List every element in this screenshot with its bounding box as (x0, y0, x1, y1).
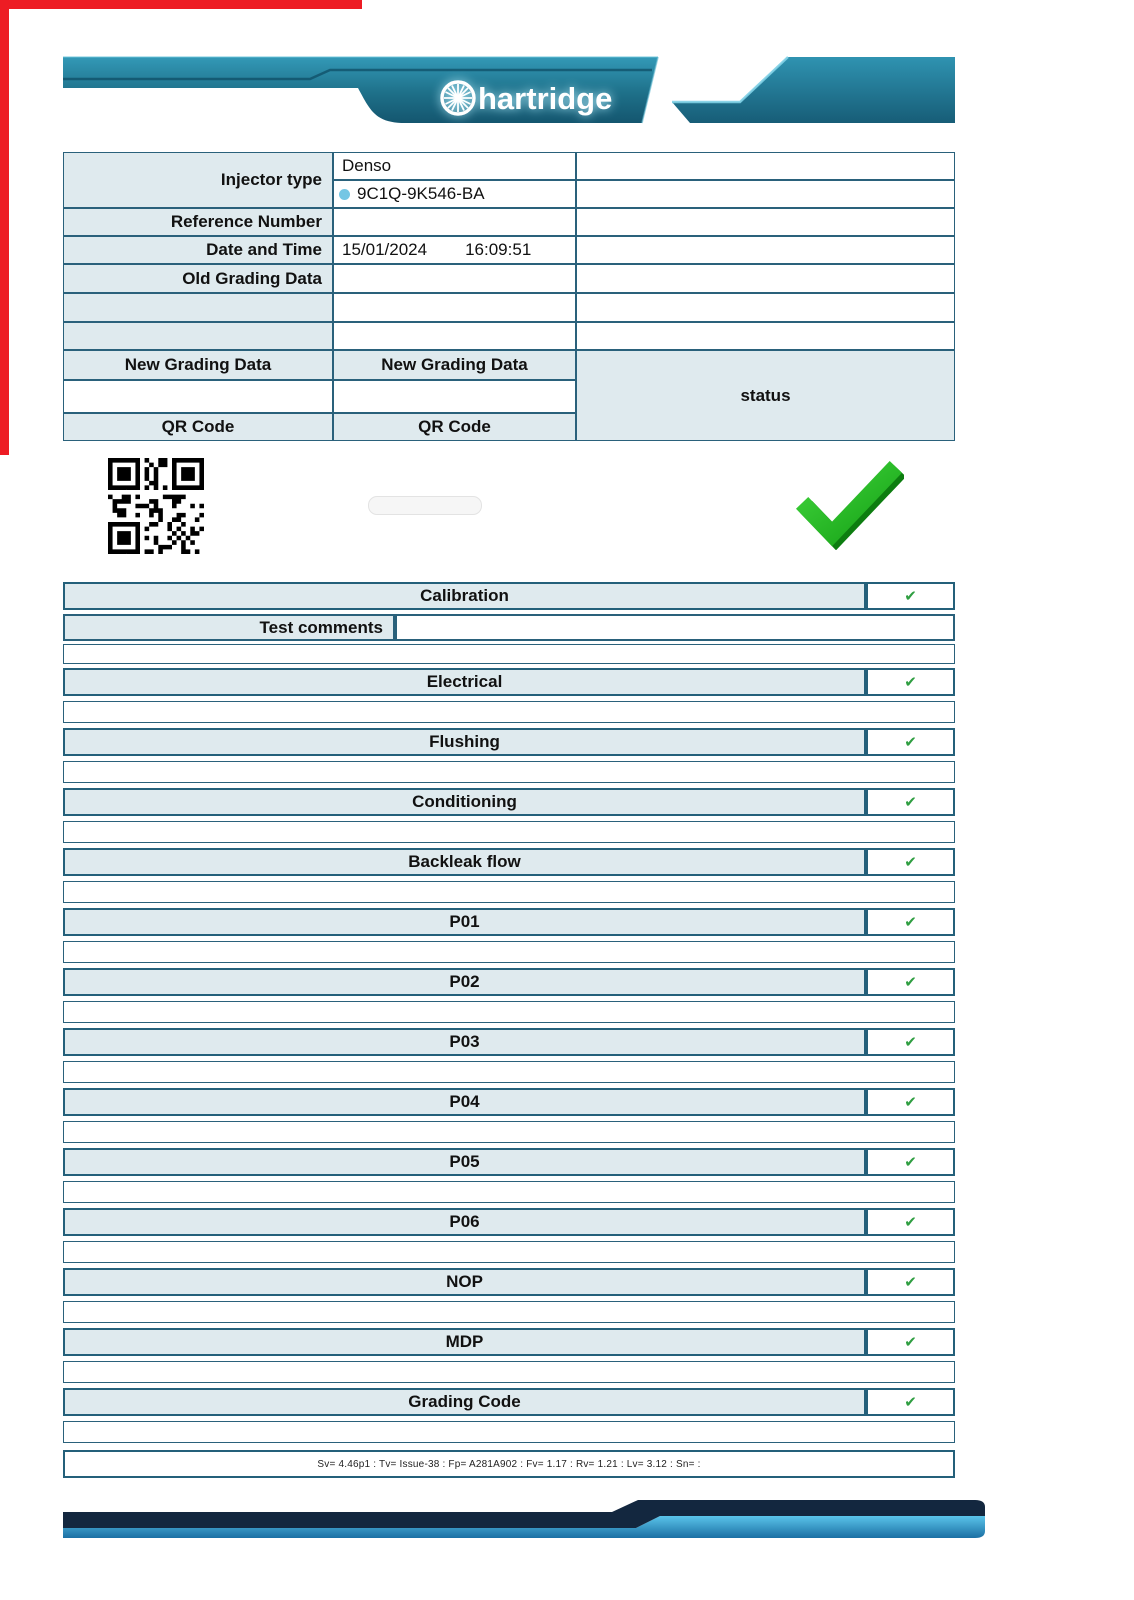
empty-cell (576, 180, 955, 208)
qr-code-label-2: QR Code (333, 413, 576, 441)
empty-result-row (63, 1421, 955, 1443)
system-info-row (63, 1450, 955, 1478)
check-icon: ✔ (866, 1328, 955, 1356)
date-time-label: Date and Time (63, 236, 333, 264)
empty-result-row (63, 644, 955, 664)
bullet-icon (339, 189, 350, 200)
empty-cell (63, 380, 333, 413)
empty-result-row (63, 821, 955, 843)
result-row-p02: P02 (63, 968, 866, 996)
result-row-calibration: Calibration (63, 582, 866, 610)
empty-field-pill (368, 496, 482, 515)
empty-result-row (63, 1301, 955, 1323)
check-icon: ✔ (866, 848, 955, 876)
empty-cell (63, 322, 333, 350)
wheel-icon (442, 82, 474, 114)
reference-number-value (333, 208, 576, 236)
check-icon: ✔ (866, 728, 955, 756)
empty-result-row (63, 881, 955, 903)
empty-cell (576, 208, 955, 236)
check-icon: ✔ (866, 1148, 955, 1176)
empty-cell (333, 293, 576, 322)
test-comments-label: Test comments (63, 614, 395, 641)
empty-cell (576, 322, 955, 350)
new-grading-label-1: New Grading Data (63, 350, 333, 380)
check-icon: ✔ (866, 968, 955, 996)
check-icon: ✔ (866, 1388, 955, 1416)
result-row-grading-code: Grading Code (63, 1388, 866, 1416)
header-banner (60, 50, 958, 132)
result-row-p01: P01 (63, 908, 866, 936)
status-header-cell: status (576, 350, 955, 441)
empty-cell (333, 380, 576, 413)
status-pass-check-icon (792, 460, 904, 550)
result-row-p06: P06 (63, 1208, 866, 1236)
red-top-edge-mark (0, 0, 362, 9)
qr-code (108, 458, 204, 554)
date-value: 15/01/2024 (342, 240, 428, 259)
check-icon: ✔ (866, 1088, 955, 1116)
result-row-backleak-flow: Backleak flow (63, 848, 866, 876)
check-icon: ✔ (866, 1208, 955, 1236)
result-row-p05: P05 (63, 1148, 866, 1176)
injector-type-label: Injector type (63, 152, 333, 208)
new-grading-label-2: New Grading Data (333, 350, 576, 380)
old-grading-label: Old Grading Data (63, 264, 333, 293)
reference-number-label: Reference Number (63, 208, 333, 236)
empty-cell (333, 322, 576, 350)
result-row-mdp: MDP (63, 1328, 866, 1356)
empty-result-row (63, 761, 955, 783)
empty-cell (576, 264, 955, 293)
check-icon: ✔ (866, 668, 955, 696)
result-row-electrical: Electrical (63, 668, 866, 696)
empty-result-row (63, 1241, 955, 1263)
injector-code-cell (333, 180, 576, 208)
red-left-edge-mark (0, 0, 9, 455)
hartridge-logo (442, 81, 612, 116)
empty-cell (576, 152, 955, 180)
empty-result-row (63, 1001, 955, 1023)
empty-result-row (63, 941, 955, 963)
injector-code-value: 9C1Q-9K546-BA (357, 184, 485, 203)
check-icon: ✔ (866, 788, 955, 816)
result-row-p04: P04 (63, 1088, 866, 1116)
check-icon: ✔ (866, 908, 955, 936)
empty-cell (576, 236, 955, 264)
empty-cell (576, 293, 955, 322)
footer-banner (60, 1495, 988, 1545)
result-row-nop: NOP (63, 1268, 866, 1296)
banner-right-slab (672, 57, 955, 123)
empty-result-row (63, 1061, 955, 1083)
check-icon: ✔ (866, 582, 955, 610)
result-row-conditioning: Conditioning (63, 788, 866, 816)
result-row-flushing: Flushing (63, 728, 866, 756)
empty-cell (63, 293, 333, 322)
time-value: 16:09:51 (465, 240, 532, 259)
date-time-cell (333, 236, 576, 264)
empty-result-row (63, 1181, 955, 1203)
qr-modules (108, 458, 204, 554)
empty-result-row (63, 1121, 955, 1143)
check-icon: ✔ (866, 1268, 955, 1296)
empty-result-row (63, 701, 955, 723)
check-icon: ✔ (866, 1028, 955, 1056)
system-info-text: Sv= 4.46p1 : Tv= Issue-38 : Fp= A281A902 : Fv= 1.17 : Rv= 1.21 : Lv= 3.12 : Sn= : (317, 1458, 701, 1470)
logo-text: hartridge (478, 81, 613, 116)
old-grading-value (333, 264, 576, 293)
empty-result-row (63, 1361, 955, 1383)
test-comments-value (395, 614, 955, 641)
qr-code-label-1: QR Code (63, 413, 333, 441)
injector-make-value: Denso (333, 152, 576, 180)
result-row-p03: P03 (63, 1028, 866, 1056)
